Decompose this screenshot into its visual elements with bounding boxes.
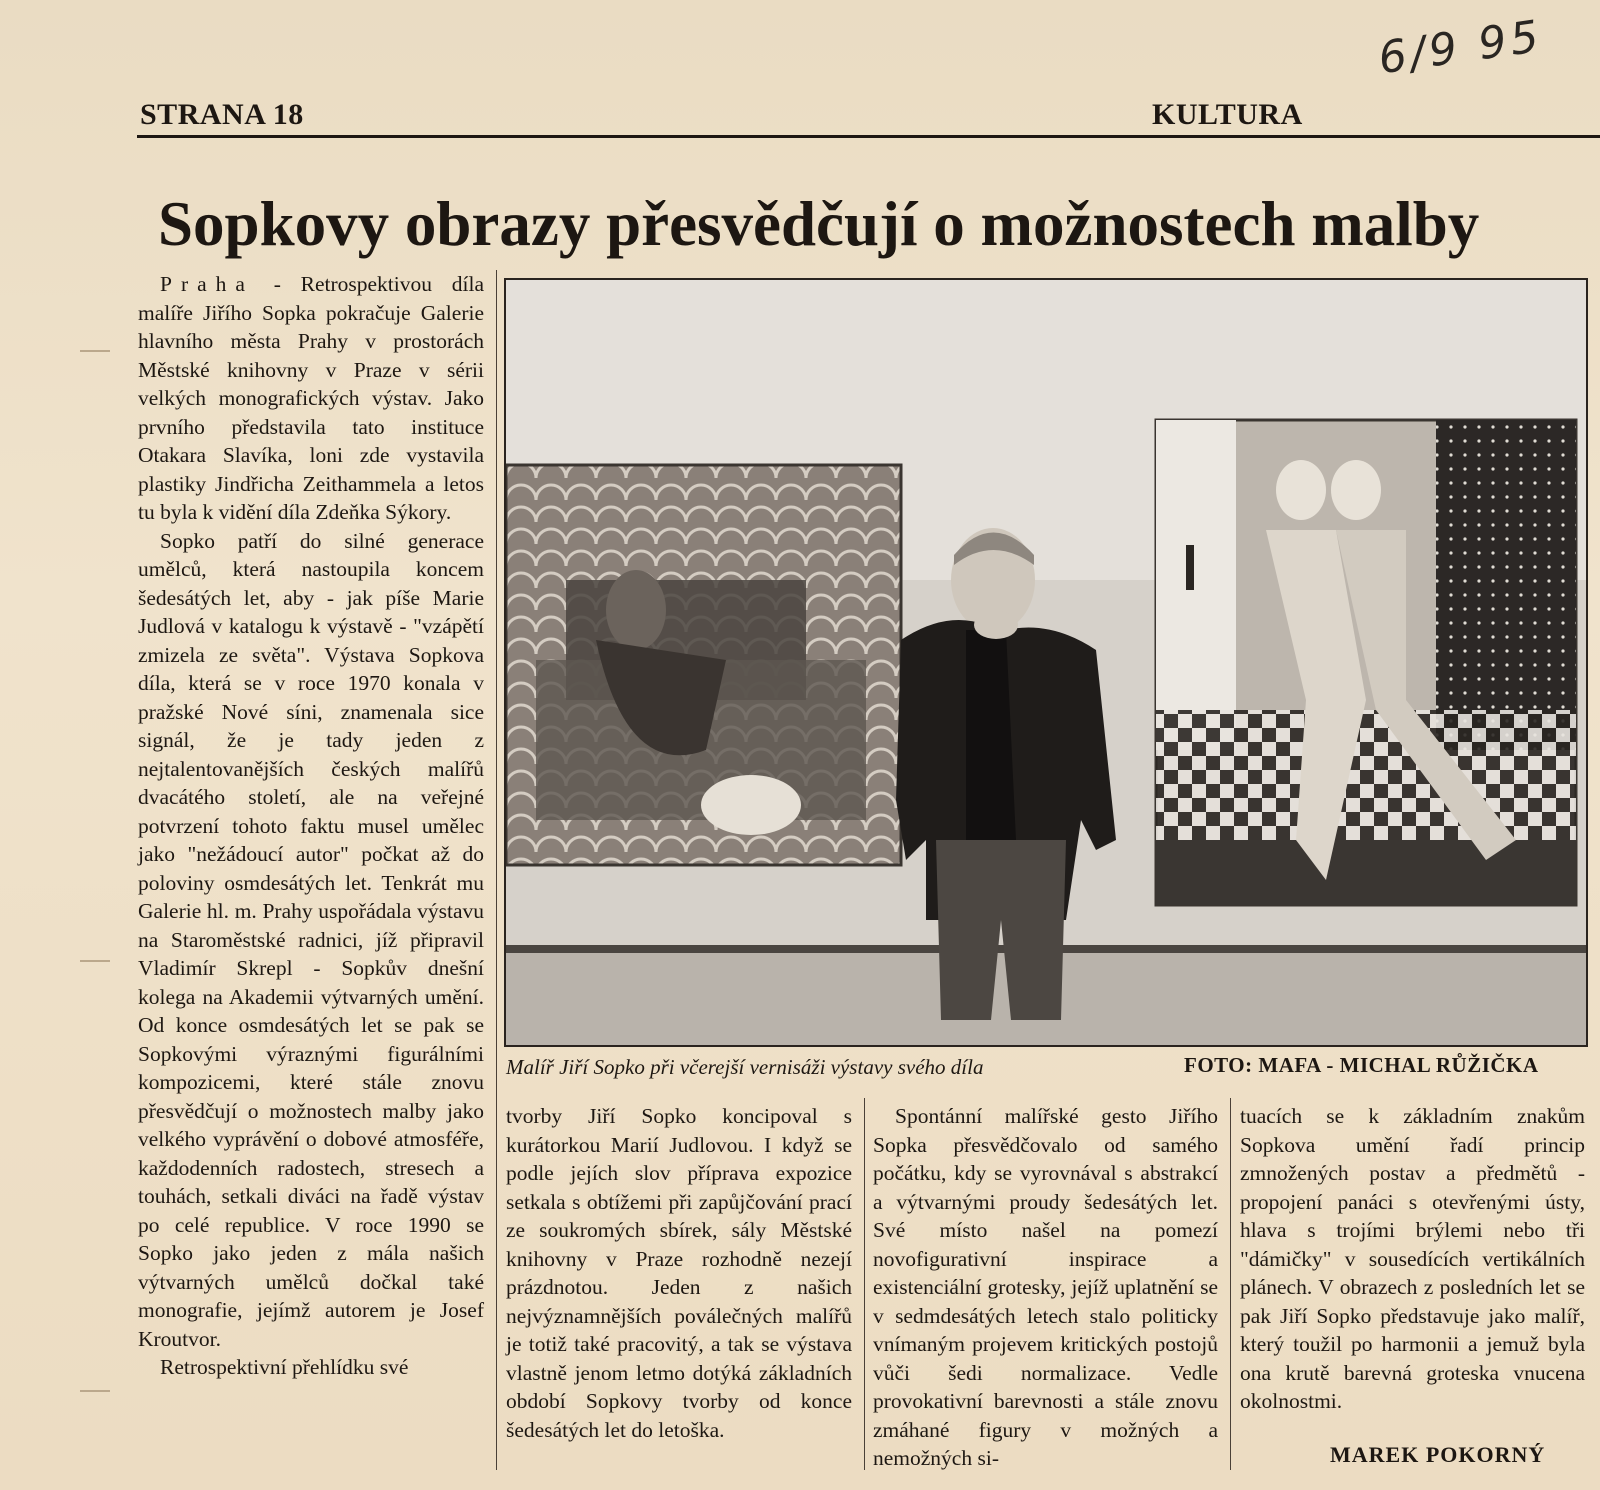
photo-illustration — [506, 280, 1586, 1045]
page-number: STRANA 18 — [140, 98, 304, 131]
header-rule — [137, 135, 1600, 138]
headline: Sopkovy obrazy přesvědčují o možnostech malby — [158, 189, 1480, 259]
margin-mark — [80, 350, 110, 352]
column-rule — [1230, 1098, 1231, 1470]
photo-caption: Malíř Jiří Sopko při včerejší vernisáži výstavy svého díla — [506, 1055, 984, 1079]
section-name: KULTURA — [1152, 98, 1303, 131]
article-column-2 — [506, 1102, 852, 1444]
article-column-1 — [138, 270, 484, 1382]
dateline: Praha — [160, 272, 254, 296]
paragraph: Sopko patří do silné generace umělců, která nastoupila koncem šedesátých let, aby - jak píše Marie Judlová v katalogu k výstavě - "vzápětí zmizela ze světa". Výstava Sopkova díla, která se v roce 1970 konala v pražské Nové síni, znamenala sice signál, že je tady jeden z nejtalentovanějších českých malířů dvacátého století, ale na veřejné potvrzení tohoto faktu musel umělec jako "nežádoucí autor" počkat až do poloviny osmdesátých let. Tenkrát mu Galerie hl. m. Prahy uspořádala výstavu na Staroměstské radnici, jíž připravil Vladimír Skrepl - Sopkův dnešní kolega na Akademii výtvarných umění. Od konce osmdesátých let se pak se Sopkovými výraznými figurálními kompozicemi, které stále znovu přesvědčují o možnostech malby jako velkého vyprávění o dobové atmosféře, každodenních radostech, stresech a touhách, setkali diváci na řadě výstav po celé republice. V roce 1990 se Sopko jako jeden z mála našich výtvarných umělců dočkal také monografie, jejímž autorem je Josef Kroutvor. — [138, 528, 484, 1351]
paragraph: Spontánní malířské gesto Jiřího Sopka přesvědčovalo od samého počátku, kdy se vyrovnával s abstrakcí a výtvarnými proudy šedesátých let. Své místo našel na pomezí novofigurativní inspirace a existenciální grotesky, jejíž uplatnění se v sedmdesátých letech stalo politicky vnímaným projevem kritických postojů vůči šedi normalizace. Vedle provokativní barevnosti a stále znovu zmáhané figury v možných a nemožných si- — [873, 1104, 1218, 1470]
column-rule — [496, 270, 497, 1470]
column-rule — [864, 1098, 865, 1470]
margin-mark — [80, 1390, 110, 1392]
paragraph: Retrospektivní přehlídku své — [160, 1355, 409, 1379]
handwritten-date: 6/9 95 — [1375, 10, 1546, 85]
paragraph: tuacích se k základním znakům Sopkova umění řadí princip zmnožených postav a předmětů - propojení panáci s otevřenými ústy, hlava s trojími brýlemi nebo tři "dámičky" v sousedících vertikálních plánech. V obrazech z posledních let se pak Jiří Sopko představuje jako malíř, který toužil po harmonii a jemuž byla ona krutě barevná groteska vnucena okolnostmi. — [1240, 1104, 1585, 1413]
author-byline: MAREK POKORNÝ — [1330, 1442, 1546, 1467]
article-column-4 — [1240, 1102, 1585, 1416]
paragraph: Praha - Retrospektivou díla malíře Jiřího Sopka pokračuje Galerie hlavního města Prahy v prostorách Městské knihovny v Praze v sérii velkých monografických výstav. Jako prvního představila tato instituce Otakara Slavíka, loni zde vystavila plastiky Jindřicha Zeithammela a letos tu byla k vidění díla Zdeňka Sýkory. — [138, 272, 485, 524]
article-column-3 — [873, 1102, 1218, 1473]
photo-artist-at-exhibition — [504, 278, 1588, 1047]
photo-credit: FOTO: MAFA - MICHAL RŮŽIČKA — [1184, 1053, 1539, 1077]
margin-mark — [80, 960, 110, 962]
paragraph: tvorby Jiří Sopko koncipoval s kurátorkou Marií Judlovou. I když se podle jejích slov příprava expozice setkala s obtížemi při zapůjčování prací ze soukromých sbírek, sály Městské knihovny v Praze rozhodně nezejí prázdnotou. Jeden z našich nejvýznamnějších poválečných malířů je totiž také pracovitý, a tak se výstava vlastně jenom letmo dotýká základních období Sopkovy tvorby od konce šedesátých let do letoška. — [506, 1104, 852, 1442]
